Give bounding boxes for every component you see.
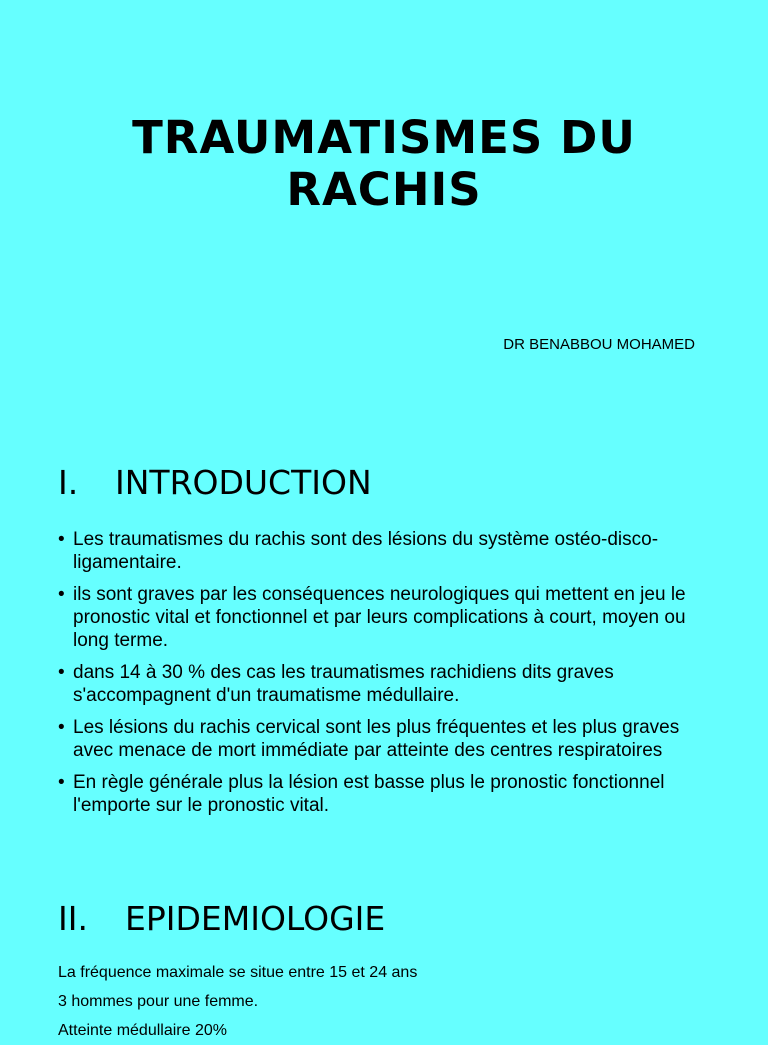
section-title: INTRODUCTION <box>115 463 372 502</box>
section-title: EPIDEMIOLOGIE <box>125 899 386 938</box>
bullet-icon: • <box>58 717 65 738</box>
section-number: I. <box>58 463 79 502</box>
epidemiologie-line: La fréquence maximale se situe entre 15 et 24 ans <box>58 964 418 981</box>
bullet-text: Les traumatismes du rachis sont des lésions du système ostéo-disco-ligamentaire. <box>73 529 659 573</box>
section-heading-introduction <box>58 464 372 502</box>
bullet-item <box>58 716 718 762</box>
bullet-text: dans 14 à 30 % des cas les traumatismes rachidiens dits graves s'accompagnent d'un traumatisme médullaire. <box>73 662 614 706</box>
section-number: II. <box>58 899 88 938</box>
author-name: DR BENABBOU MOHAMED <box>503 336 695 353</box>
document-title: TRAUMATISMES DU RACHIS <box>132 111 636 216</box>
epidemiologie-line: 3 hommes pour une femme. <box>58 993 259 1010</box>
bullet-item <box>58 528 718 574</box>
bullet-item <box>58 583 718 652</box>
bullet-icon: • <box>58 772 65 793</box>
epidemiologie-line: Atteinte médullaire 20% <box>58 1022 227 1039</box>
introduction-bullet-list <box>58 528 718 826</box>
bullet-item <box>58 771 718 817</box>
bullet-icon: • <box>58 529 65 550</box>
bullet-text: En règle générale plus la lésion est basse plus le pronostic fonctionnel l'emporte sur le pronostic vital. <box>73 772 665 816</box>
bullet-icon: • <box>58 584 65 605</box>
bullet-item <box>58 661 718 707</box>
section-heading-epidemiologie <box>58 900 385 938</box>
epidemiologie-lines <box>58 958 718 1045</box>
bullet-text: ils sont graves par les conséquences neurologiques qui mettent en jeu le pronostic vital et fonctionnel et par leurs complications à court, moyen ou long terme. <box>73 584 686 651</box>
bullet-icon: • <box>58 662 65 683</box>
bullet-text: Les lésions du rachis cervical sont les plus fréquentes et les plus graves avec menace de mort immédiate par atteinte des centres respiratoires <box>73 717 680 761</box>
